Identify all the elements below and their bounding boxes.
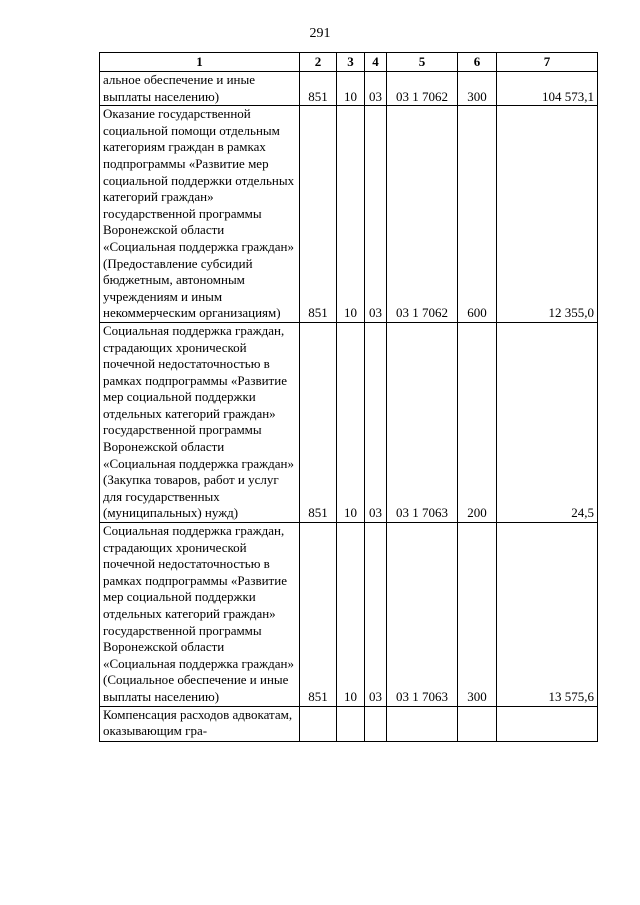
page-number: 291	[309, 26, 331, 41]
section-cell: 10	[337, 72, 365, 106]
subsection-cell	[365, 706, 387, 741]
budget-table	[99, 52, 598, 742]
description-cell: альное обеспечение и иные выплаты населению)	[100, 72, 300, 106]
subsection-cell: 03	[365, 106, 387, 323]
column-header-5: 5	[387, 53, 458, 72]
description-cell: Социальная поддержка граждан, страдающих хронической почечной недостаточностью в рамках подпрограммы «Развитие мер социальной поддержки отдельных категорий граждан» государственной программы Воронежской области «Социальная поддержка граждан» (Социальное обеспечение и иные выплаты населению)	[100, 523, 300, 707]
section-cell: 10	[337, 106, 365, 323]
table-row	[100, 523, 598, 707]
target-article-cell: 03 1 7063	[387, 322, 458, 522]
section-cell: 10	[337, 523, 365, 707]
expense-type-cell: 600	[458, 106, 497, 323]
target-article-cell	[387, 706, 458, 741]
column-header-7: 7	[497, 53, 598, 72]
expense-type-cell: 300	[458, 523, 497, 707]
column-header-2: 2	[300, 53, 337, 72]
ministry-code-cell: 851	[300, 72, 337, 106]
expense-type-cell: 200	[458, 322, 497, 522]
amount-cell: 13 575,6	[497, 523, 598, 707]
target-article-cell: 03 1 7063	[387, 523, 458, 707]
table-row	[100, 72, 598, 106]
description-cell: Компенсация расходов адвокатам, оказывающим гра-	[100, 706, 300, 741]
column-header-6: 6	[458, 53, 497, 72]
ministry-code-cell	[300, 706, 337, 741]
section-cell	[337, 706, 365, 741]
ministry-code-cell: 851	[300, 106, 337, 323]
table-row	[100, 106, 598, 323]
table-row	[100, 322, 598, 522]
amount-cell	[497, 706, 598, 741]
column-header-1: 1	[100, 53, 300, 72]
subsection-cell: 03	[365, 523, 387, 707]
amount-cell: 24,5	[497, 322, 598, 522]
ministry-code-cell: 851	[300, 322, 337, 522]
subsection-cell: 03	[365, 322, 387, 522]
amount-cell: 104 573,1	[497, 72, 598, 106]
table-row	[100, 706, 598, 741]
target-article-cell: 03 1 7062	[387, 106, 458, 323]
amount-cell: 12 355,0	[497, 106, 598, 323]
column-header-4: 4	[365, 53, 387, 72]
expense-type-cell: 300	[458, 72, 497, 106]
target-article-cell: 03 1 7062	[387, 72, 458, 106]
table-header-row	[100, 53, 598, 72]
subsection-cell: 03	[365, 72, 387, 106]
expense-type-cell	[458, 706, 497, 741]
description-cell: Социальная поддержка граждан, страдающих хронической почечной недостаточностью в рамках подпрограммы «Развитие мер социальной поддержки отдельных категорий граждан» государственной программы Воронежской области «Социальная поддержка граждан» (Закупка товаров, работ и услуг для государственных (муниципальных) нужд)	[100, 322, 300, 522]
description-cell: Оказание государственной социальной помощи отдельным категориям граждан в рамках подпрограммы «Развитие мер социальной поддержки отдельных категорий граждан» государственной программы Воронежской области «Социальная поддержка граждан» (Предоставление субсидий бюджетным, автономным учреждениям и иным некоммерческим организациям)	[100, 106, 300, 323]
section-cell: 10	[337, 322, 365, 522]
ministry-code-cell: 851	[300, 523, 337, 707]
column-header-3: 3	[337, 53, 365, 72]
